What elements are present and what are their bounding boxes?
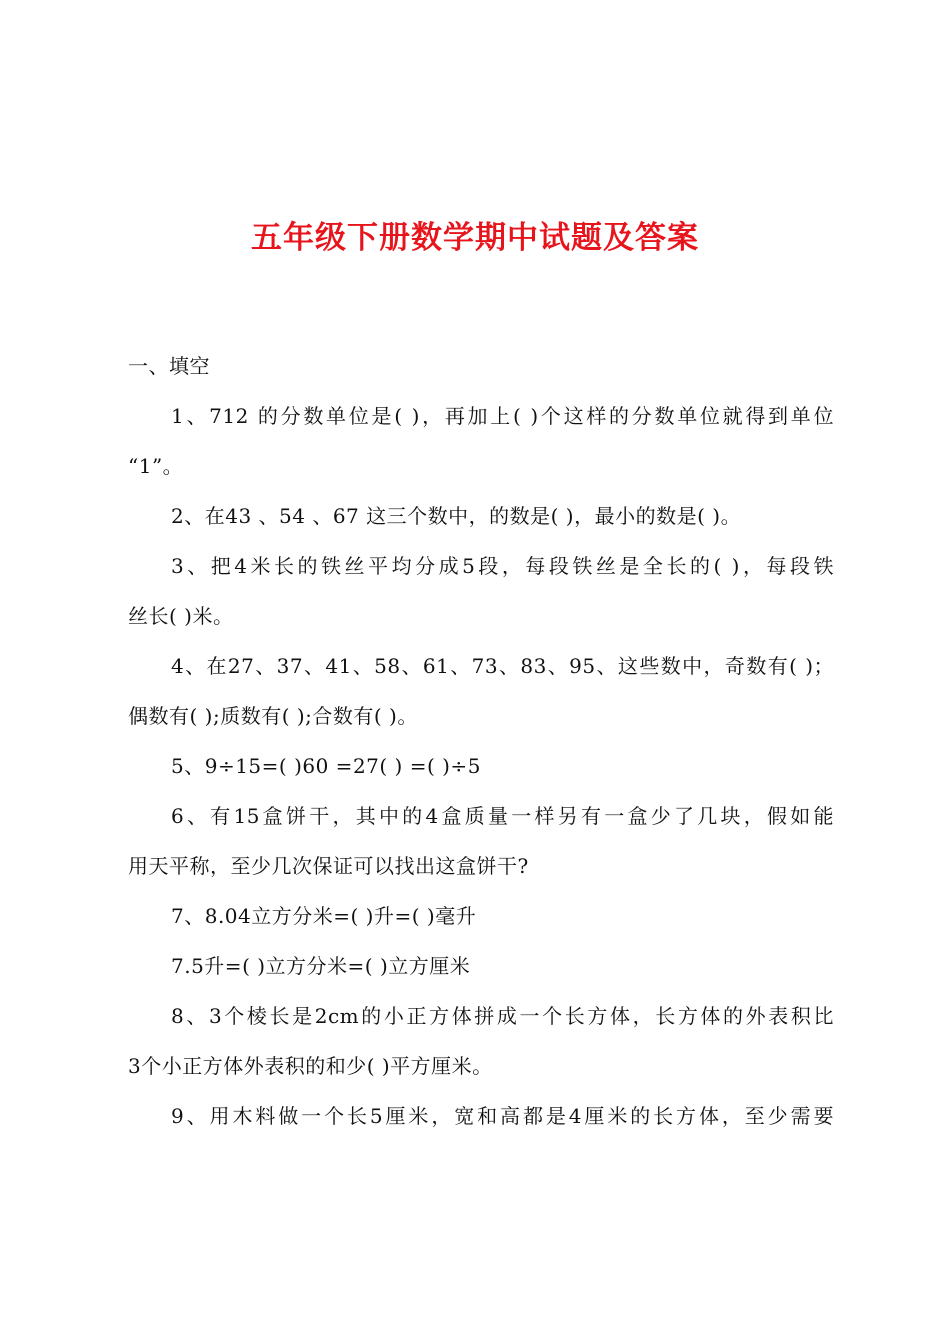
question-line: 5、9÷15=( )60 =27( ) =( )÷5 — [171, 754, 481, 778]
page-title: 五年级下册数学期中试题及答案 — [251, 220, 699, 256]
question-line: 用天平称，至少几次保证可以找出这盒饼干? — [128, 854, 529, 878]
section-heading: 一、填空 — [128, 354, 210, 378]
question-line: 偶数有( );质数有( );合数有( )。 — [128, 704, 418, 728]
question-line: 4、在27、37、41、58、61、73、83、95、这些数中，奇数有( )； — [171, 654, 834, 678]
question-line: 1、712 的分数单位是( )，再加上( )个这样的分数单位就得到单位 — [171, 404, 834, 428]
question-line: 6、有15盒饼干，其中的4盒质量一样另有一盒少了几块，假如能 — [171, 804, 834, 828]
question-line: 丝长( )米。 — [128, 604, 234, 628]
question-line: 7.5升=( )立方分米=( )立方厘米 — [171, 954, 471, 978]
question-line: 8、3个棱长是2cm的小正方体拼成一个长方体，长方体的外表积比 — [171, 1004, 834, 1028]
question-line: 3、把4米长的铁丝平均分成5段，每段铁丝是全长的( )，每段铁 — [171, 554, 834, 578]
question-line: 2、在43 、54 、67 这三个数中，的数是( )，最小的数是( )。 — [171, 504, 742, 528]
question-line: 9、用木料做一个长5厘米，宽和高都是4厘米的长方体，至少需要 — [171, 1104, 834, 1128]
question-line: 3个小正方体外表积的和少( )平方厘米。 — [128, 1054, 493, 1078]
question-line: “1”。 — [128, 454, 184, 478]
question-line: 7、8.04立方分米=( )升=( )毫升 — [171, 904, 477, 928]
